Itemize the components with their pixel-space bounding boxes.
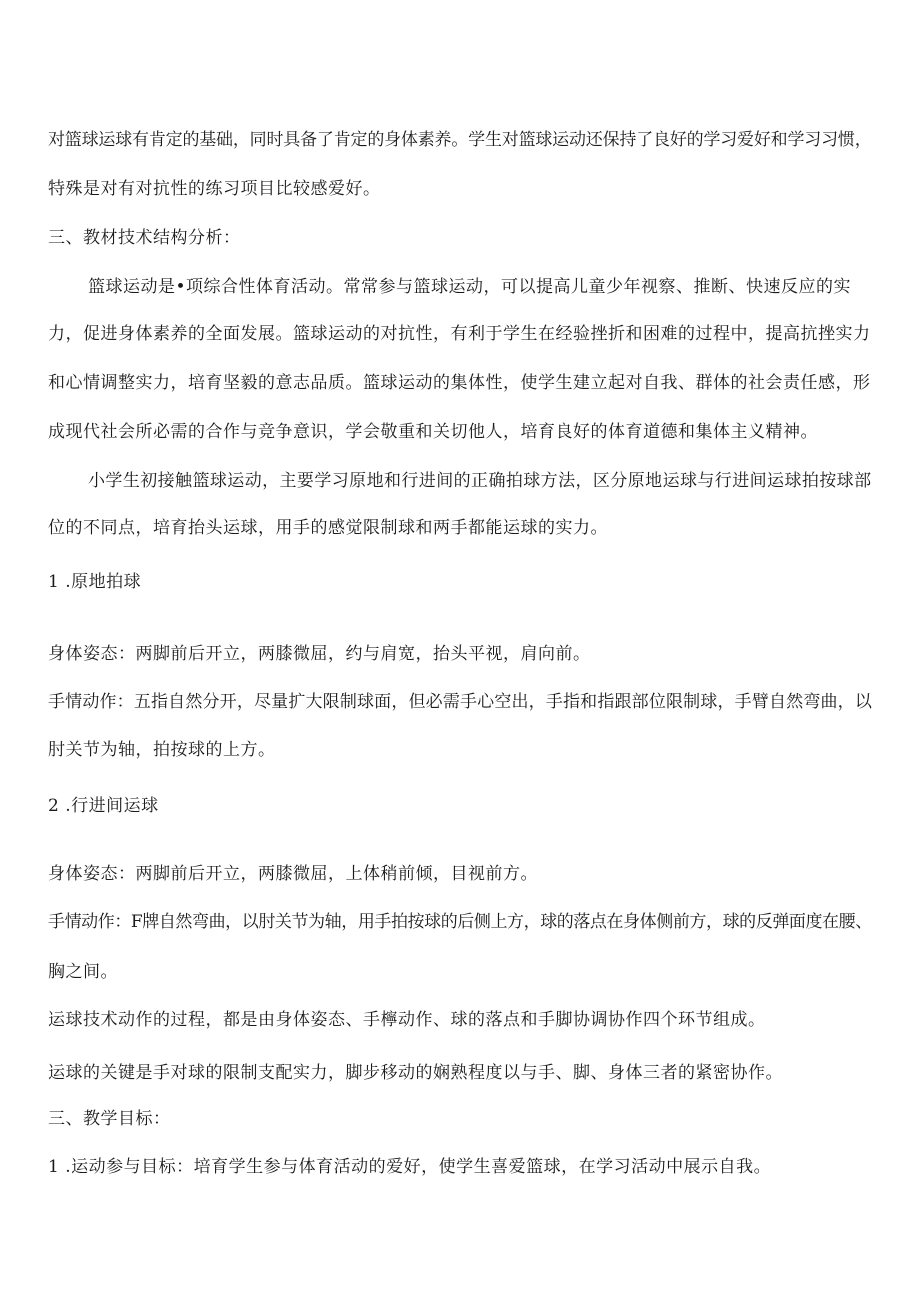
paragraph-line: 手情动作：F牌自然弯曲，以肘关节为轴，用手拍按球的后侧上方，球的落点在身体侧前方，球的反弹面度在腰、	[48, 912, 872, 932]
paragraph-line: 小学生初接触篮球运动，主要学习原地和行进间的正确拍球方法，区分原地运球与行进间运球拍按球部	[88, 471, 872, 491]
paragraph-line: 胸之间。	[48, 962, 118, 982]
paragraph-line: 位的不同点，培育抬头运球，用手的感觉限制球和两手都能运球的实力。	[48, 518, 608, 538]
paragraph-line: 和心情调整实力，培育坚毅的意志品质。篮球运动的集体性，使学生建立起对自我、群体的社会责任感，形	[48, 373, 871, 393]
paragraph-line: 肘关节为轴，拍按球的上方。	[48, 740, 276, 760]
subheading: 1 .原地拍球	[48, 572, 142, 592]
paragraph-line: 身体姿态：两脚前后开立，两膝微屈，上体稍前倾，目视前方。	[48, 864, 538, 884]
paragraph-line: 1 .运动参与目标：培育学生参与体育活动的爱好，使学生喜爱篮球，在学习活动中展示自我。	[48, 1157, 772, 1177]
paragraph-line: 成现代社会所必需的合作与竞争意识，学会敬重和关切他人，培育良好的体育道德和集体主义精神。	[48, 422, 818, 442]
paragraph-line: 力，促进身体素养的全面发展。篮球运动的对抗性，有利于学生在经验挫折和困难的过程中，提高抗挫实力	[48, 324, 871, 344]
paragraph-line: 对篮球运球有肯定的基础，同时具备了肯定的身体素养。学生对篮球运动还保持了良好的学习爱好和学习习惯，	[48, 130, 872, 150]
paragraph-line: 手情动作：五指自然分开，尽量扩大限制球面，但必需手心空出，手指和指跟部位限制球，手臂自然弯曲，以	[48, 692, 872, 712]
paragraph-line: 特殊是对有对抗性的练习项目比较感爱好。	[48, 179, 381, 199]
paragraph-line: 身体姿态：两脚前后开立，两膝微屈，约与肩宽，抬头平视，肩向前。	[48, 644, 591, 664]
paragraph-line: 篮球运动是•项综合性体育活动。常常参与篮球运动，可以提高儿童少年视察、推断、快速反应的实	[88, 277, 852, 297]
subheading: 2 .行进间运球	[48, 796, 159, 816]
section-heading: 三、教学目标：	[48, 1109, 171, 1129]
paragraph-line: 运球技术动作的过程，都是由身体姿态、手檸动作、球的落点和手脚协调协作四个环节组成。	[48, 1010, 766, 1030]
section-heading: 三、教材技术结构分析：	[48, 228, 241, 248]
paragraph-line: 运球的关键是手对球的限制支配实力，脚步移动的娴熟程度以与手、脚、身体三者的紧密协作。	[48, 1063, 783, 1083]
